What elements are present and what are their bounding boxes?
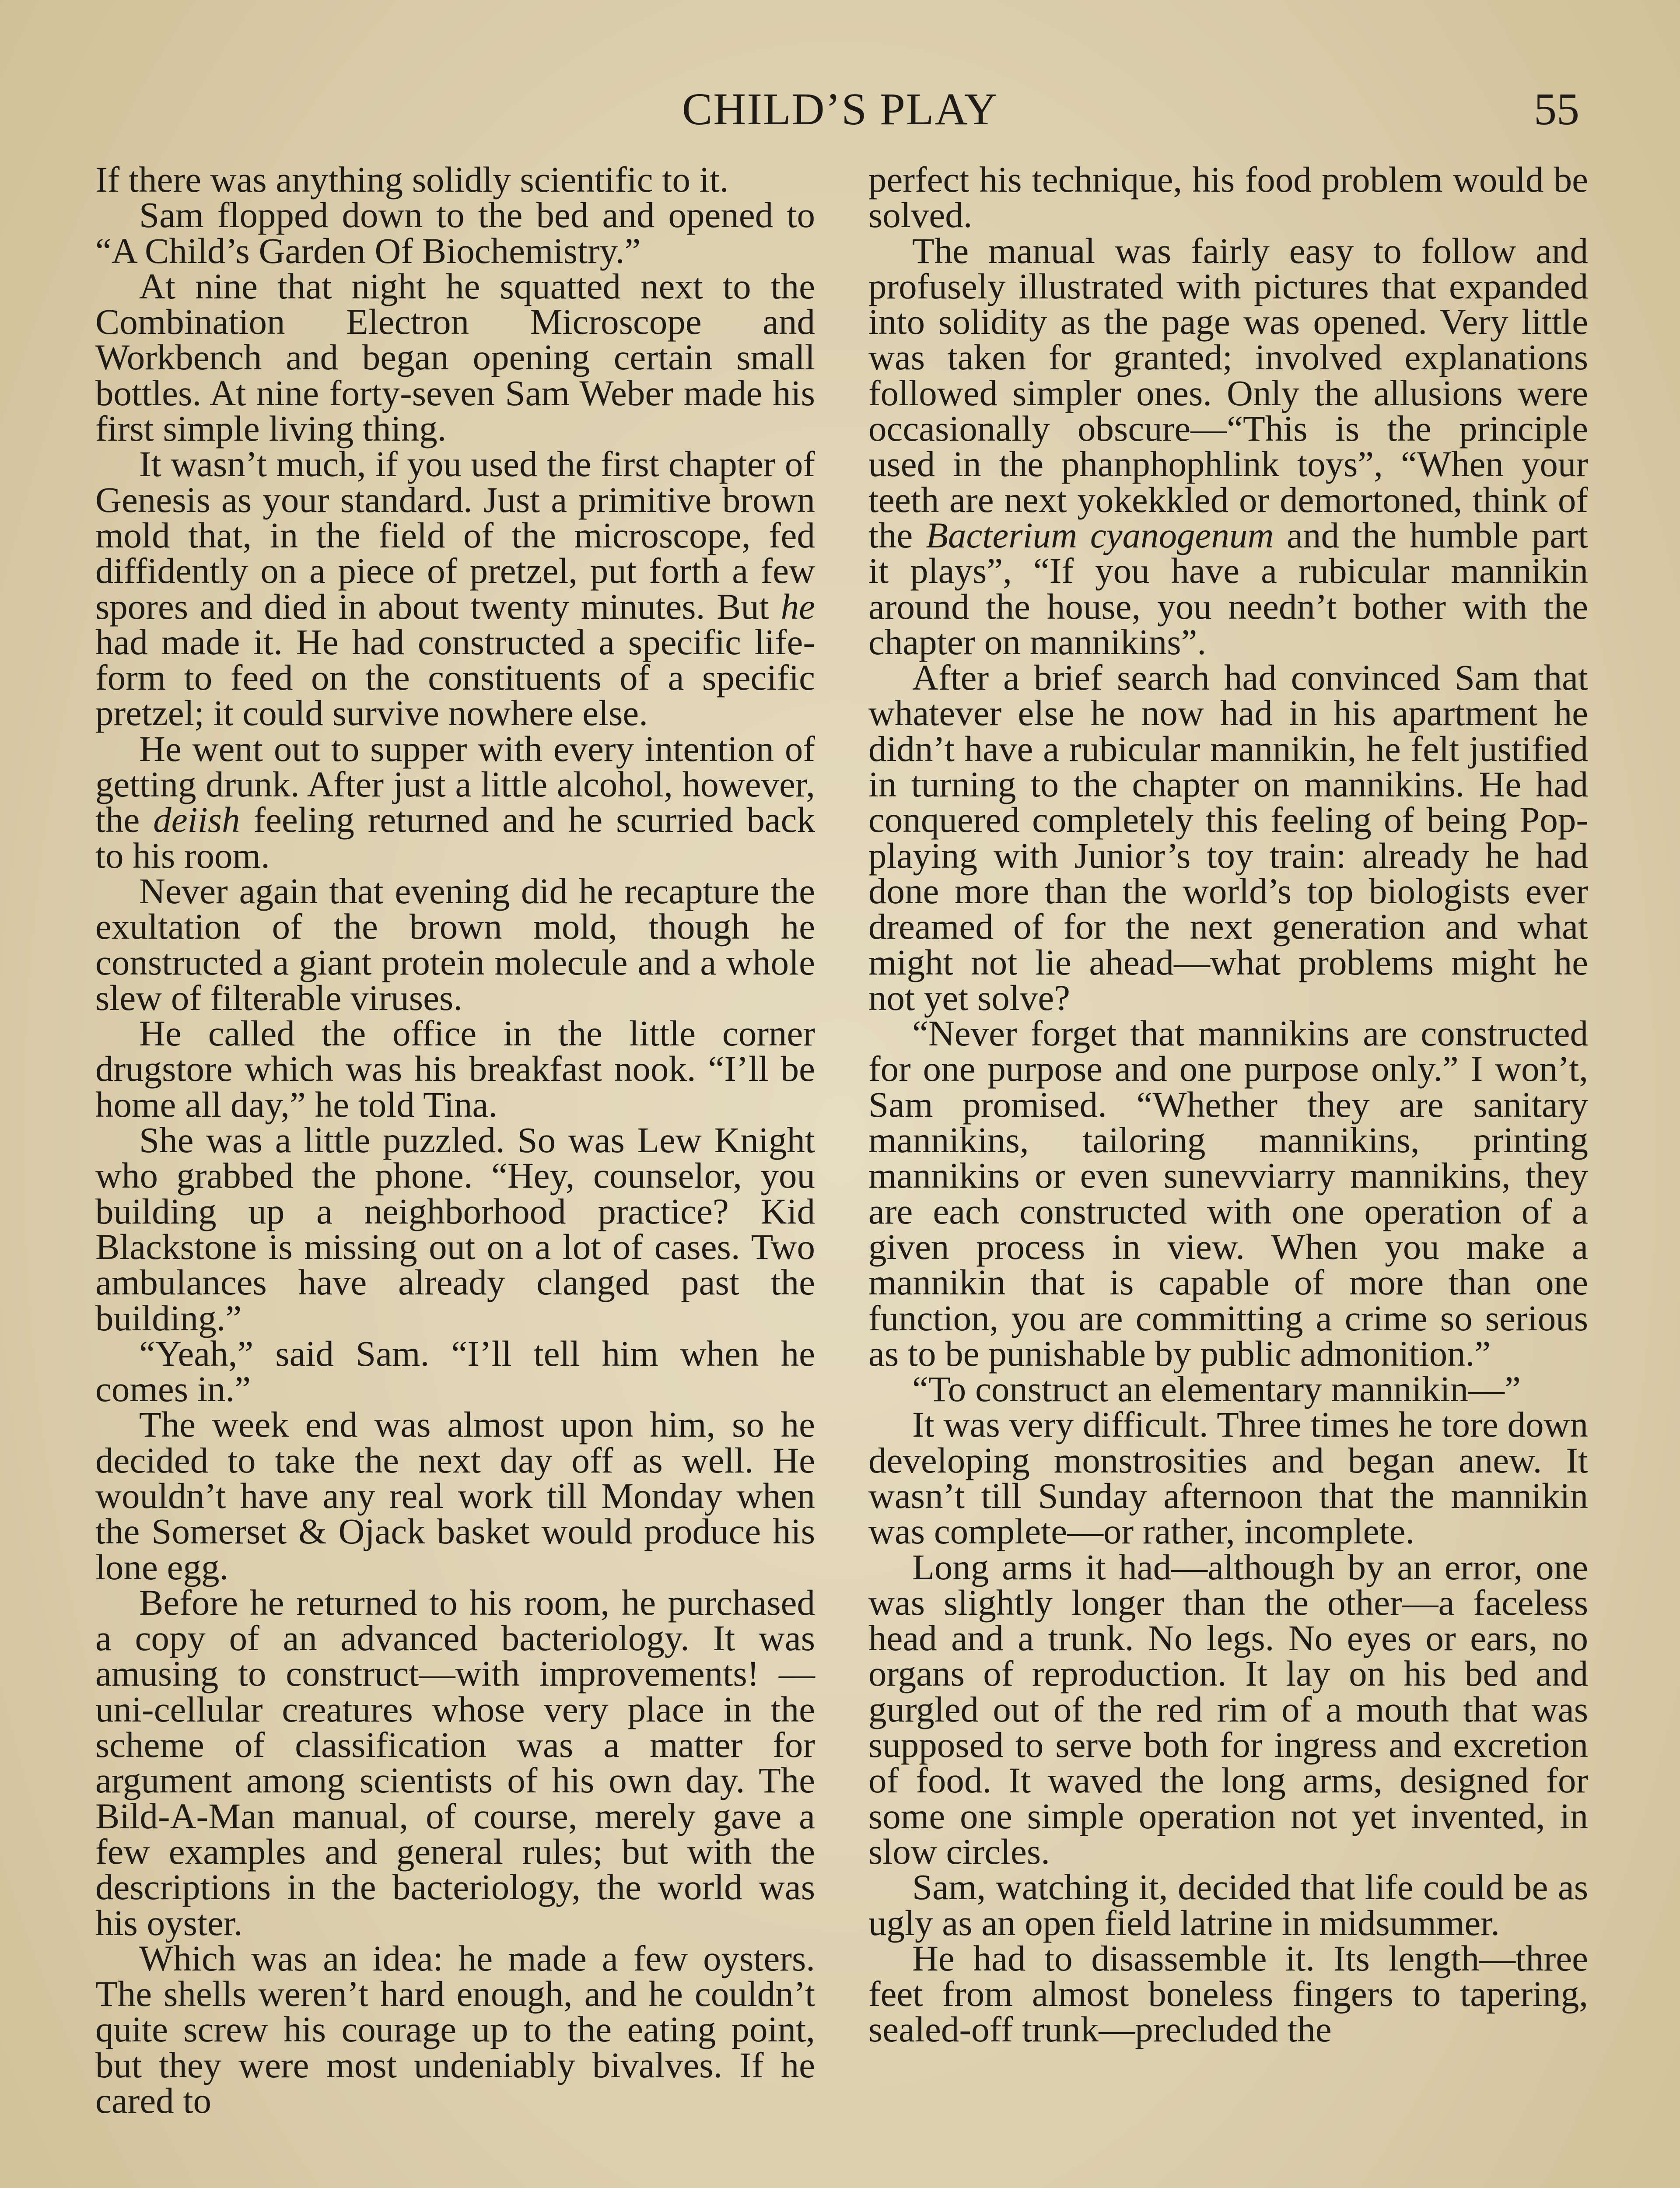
paragraph: Sam flopped down to the bed and opened to “A Child’s Garden Of Biochemistry.” bbox=[95, 195, 815, 271]
paragraph: Which was an idea: he made a few oysters. The shells weren’t hard enough, and he couldn’t quite screw his courage up to the eating point, but they were most undeniably bivalves. If he cared to bbox=[95, 1938, 815, 2121]
paragraph: He had to disassemble it. Its length—three feet from almost boneless fingers to tapering, sealed-off trunk—precluded the bbox=[868, 1938, 1588, 2050]
paragraph bbox=[95, 446, 815, 731]
paragraph: Never again that evening did he recapture the exultation of the brown mold, though he constructed a giant protein molecule and a whole slew of filterable viruses. bbox=[95, 870, 815, 1018]
right-column bbox=[868, 159, 1588, 2050]
paragraph: She was a little puzzled. So was Lew Knight who grabbed the phone. “Hey, counselor, you building up a neighborhood practice? Kid Blackstone is missing out on a lot of cases. Two ambulances have already clanged past the building.” bbox=[95, 1120, 815, 1338]
paragraph: After a brief search had convinced Sam that whatever else he now had in his apartment he didn’t have a rubicular mannikin, he felt justified in turning to the chapter on mannikins. He had conquered completely this feeling of being Pop-playing with Junior’s toy train: already he had done more than the world’s top biologists ever dreamed of for the next generation and what might not lie ahead—what problems might he not yet solve? bbox=[868, 657, 1588, 1018]
text-run: The manual was fairly easy to follow and profusely illustrated with pictures that expanded into solidity as the page was opened. Very little was taken for granted; involved explanations followed simpler ones. Only the allusions were occasionally obscure—“This is the principle used in the phanphophlink toys”, “When your teeth are next yokekkled or demortoned, think of the bbox=[868, 230, 1588, 555]
paragraph: If there was anything solidly scientific to it. bbox=[95, 159, 729, 200]
page-number: 55 bbox=[1534, 84, 1579, 134]
paragraph bbox=[95, 728, 815, 876]
text-run: had made it. He had constructed a specific life-form to feed on the constituents of a specific pretzel; it could survive nowhere else. bbox=[95, 621, 815, 733]
text-run: feeling returned and he scurried back to his room. bbox=[95, 799, 815, 876]
paragraph: Before he returned to his room, he purchased a copy of an advanced bacteriology. It was amusing to construct—with improvements! — uni-cellular creatures whose very place in the scheme of classification was a matter for argument among scientists of his own day. The Bild-A-Man manual, of course, merely gave a few examples and general rules; but with the descriptions in the bacteriology, the world was his oyster. bbox=[95, 1582, 815, 1943]
running-title: CHILD’S PLAY bbox=[682, 84, 998, 134]
paragraph: At nine that night he squatted next to the Combination Electron Microscope and Workbench and began opening certain small bottles. At nine forty-seven Sam Weber made his first simple living thing. bbox=[95, 266, 815, 449]
paragraph: “Never forget that mannikins are constructed for one purpose and one purpose only.” I won’t, Sam promised. “Whether they are sanitary mannikins, tailoring mannikins, printing mannikins or even sunevviarry mannikins, they are each constructed with one operation of a given process in view. When you make a mannikin that is capable of more than one function, you are committing a crime so serious as to be punishable by public admonition.” bbox=[868, 1013, 1588, 1374]
text-run: He went out to supper with every intention of getting drunk. After just a little alcohol, however, the bbox=[95, 728, 815, 840]
paragraph: “To construct an elementary mannikin—” bbox=[912, 1369, 1521, 1410]
italic-text: deiish bbox=[153, 799, 240, 840]
text-run: It wasn’t much, if you used the first chapter of Genesis as your standard. Just a primitive brown mold that, in the field of the microscope, fed diffidently on a piece of pretzel, put forth a few spores and died in about twenty minutes. But bbox=[95, 444, 815, 627]
left-column bbox=[95, 159, 815, 2121]
italic-text: he bbox=[780, 586, 815, 627]
paragraph: He called the office in the little corner drugstore which was his breakfast nook. “I’ll be home all day,” he told Tina. bbox=[95, 1013, 815, 1125]
italic-text: Bacterium cyanogenum bbox=[926, 515, 1274, 555]
text-run: and the humble part it plays”, “If you have a rubicular mannikin around the house, you needn’t bother with the chapter on mannikins”. bbox=[868, 515, 1588, 662]
paragraph: The week end was almost upon him, so he decided to take the next day off as well. He wouldn’t have any real work till Monday when the Somerset & Ojack basket would produce his lone egg. bbox=[95, 1404, 815, 1587]
paragraph: Sam, watching it, decided that life could be as ugly as an open field latrine in midsummer. bbox=[868, 1867, 1588, 1943]
paragraph: perfect his technique, his food problem would be solved. bbox=[868, 159, 1588, 235]
paragraph bbox=[868, 230, 1588, 662]
paragraph: It was very difficult. Three times he tore down developing monstrosities and began anew. It wasn’t till Sunday afternoon that the mannikin was complete—or rather, incomplete. bbox=[868, 1404, 1588, 1552]
paragraph: “Yeah,” said Sam. “I’ll tell him when he comes in.” bbox=[95, 1333, 815, 1410]
paragraph: Long arms it had—although by an error, one was slightly longer than the other—a faceless head and a trunk. No legs. No eyes or ears, no organs of reproduction. It lay on his bed and gurgled out of the red rim of a mouth that was supposed to serve both for ingress and excretion of food. It waved the long arms, designed for some one simple operation not yet invented, in slow circles. bbox=[868, 1546, 1588, 1872]
